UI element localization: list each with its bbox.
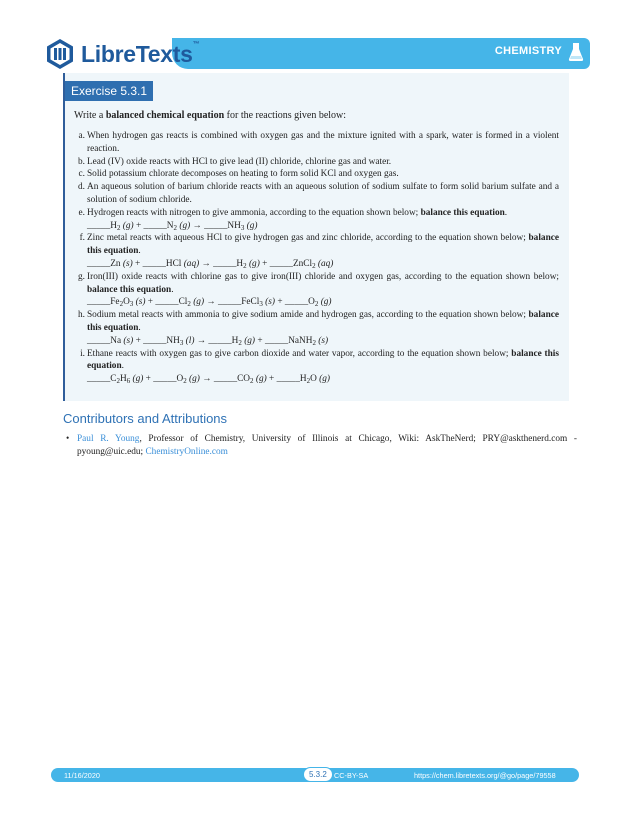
footer-date: 11/16/2020: [64, 771, 100, 780]
equation-g: $\_\_\_\_\_Fe_2O_3$ $(s) + \_\_\_\_\_Cl_2$ (g) → _____FeCl$_3$ $(s) + \_\_\_\_\_O_2$ (g): [87, 297, 332, 309]
libretexts-logo-icon: [45, 38, 75, 70]
footer-license: CC-BY-SA: [334, 771, 369, 780]
subject-label: CHEMISTRY: [494, 45, 562, 57]
author-description: , Professor of Chemistry, University of Illinois at Chicago, Wiki: AskTheNerd; PRY@askthenerd.com - pyoung@uic.edu;: [77, 434, 578, 457]
bullet: •: [66, 434, 70, 444]
exercise-box: [63, 73, 569, 401]
list-item: f. Zinc metal reacts with aqueous HCl to give hydrogen gas and zinc chloride, according to the equation shown below; balance this equation. _____Zn (s) + _____HCl $(aq) \to \_\_\_\_\_H_2$ (g) + _____ZnCl$_2$ (aq): [79, 233, 559, 270]
exercise-title: Exercise 5.3.1: [65, 81, 153, 101]
list-item: h. Sodium metal reacts with ammonia to give sodium amide and hydrogen gas, according to the equation shown below; balance this equation. _____Na $(s) + \_\_\_\_\_NH_3$ $(l) \to \_\_\_\_\_H_2$ (g) + _____NaNH$_2$ (s): [78, 310, 559, 347]
footer-page-number: 5.3.2: [303, 767, 333, 782]
contributors-entry: [66, 433, 577, 458]
equation-f: _____Zn (s) + _____HCl $(aq) \to \_\_\_\_\_H_2$ (g) + _____ZnCl$_2$ (aq): [87, 258, 334, 270]
equation-e: $\_\_\_\_\_H_2$ $(g) + \_\_\_\_\_N_2$ $(g) \to \_\_\_\_\_NH_3$ (g): [87, 220, 258, 232]
list-item: d. An aqueous solution of barium chloride reacts with an aqueous solution of sodium sulfate to form solid barium sulfate and a solution of sodium chloride.: [78, 182, 559, 205]
chemistryonline-link[interactable]: ChemistryOnline.com: [145, 446, 228, 457]
contributors-heading: Contributors and Attributions: [63, 411, 228, 426]
logo-text: LibreTexts™: [81, 40, 200, 67]
list-item: e. Hydrogen reacts with nitrogen to give ammonia, according to the equation shown below; balance this equation. $\_\_\_\_\_H_2$ $(g) + \_\_\_\_\_N_2$ $(g) \to \_\_\_\_\_NH_3$ (g): [87, 207, 559, 233]
author-link[interactable]: Paul R. Young: [77, 434, 140, 444]
list-item: i. Ethane reacts with oxygen gas to give carbon dioxide and water vapor, according to the equation shown below; balance this equation. $\_\_\_\_\_C_2H_6$ $(g) + \_\_\_\_\_O_2$ $(g) \to \_\_\_\_\_CO_2$ $(g) + \_\_\_\_\_H_2O$ (g): [80, 348, 560, 386]
list-item: c. Solid potassium chlorate decomposes on heating to form solid KCl and oxygen gas.: [78, 169, 399, 180]
exercise-intro: Write a balanced chemical equation for the reactions given below:: [74, 110, 347, 121]
equation-i: $\_\_\_\_\_C_2H_6$ $(g) + \_\_\_\_\_O_2$ $(g) \to \_\_\_\_\_CO_2$ $(g) + \_\_\_\_\_H_2O$ (g): [87, 374, 330, 386]
list-item: a. When hydrogen gas reacts is combined with oxygen gas and the mixture ignited with a spark, water is formed in a violent reaction.: [78, 131, 559, 154]
exercise-list: [78, 130, 560, 386]
footer-bar: [51, 768, 579, 782]
flask-icon: [568, 42, 584, 62]
libretexts-logo[interactable]: [45, 36, 199, 72]
footer-url[interactable]: https://chem.libretexts.org/@go/page/79558: [414, 771, 556, 780]
equation-h: _____Na $(s) + \_\_\_\_\_NH_3$ $(l) \to \_\_\_\_\_H_2$ (g) + _____NaNH$_2$ (s): [87, 335, 329, 347]
list-item: g. Iron(III) oxide reacts with chlorine gas to give iron(III) chloride and oxygen gas, according to the equation shown below; balance this equation. $\_\_\_\_\_Fe_2O_3$ $(s) + \_\_\_\_\_Cl_2$ (g) → _____FeCl$_3$ $(s) + \_\_\_\_\_O_2$ (g): [78, 271, 559, 309]
list-item: b. Lead (IV) oxide reacts with HCl to give lead (II) chloride, chlorine gas and water.: [78, 156, 392, 167]
